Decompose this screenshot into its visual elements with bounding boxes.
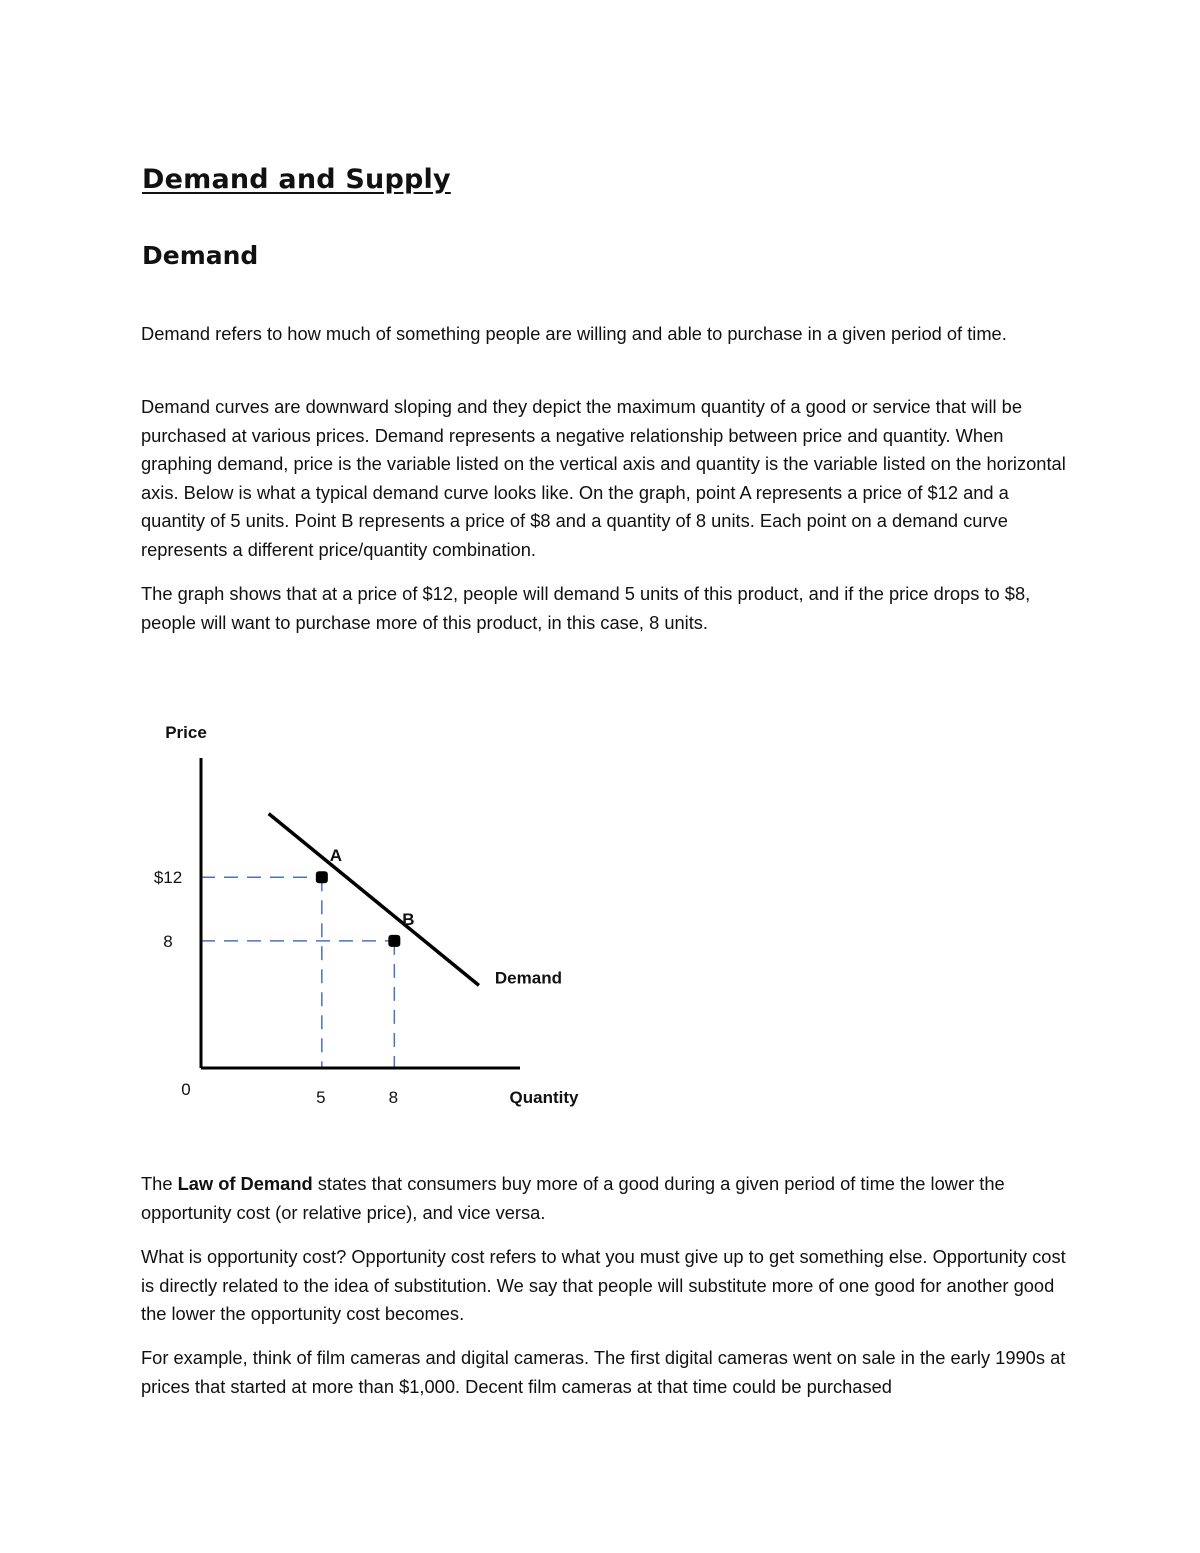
law-of-demand-suffix: states that consumers buy more of a good during a given period of time the lower the opportunity cost (or relative price), and vice versa. (141, 1173, 1005, 1223)
law-of-demand-term: Law of Demand (177, 1173, 313, 1194)
paragraph-opportunity-cost: What is opportunity cost? Opportunity cost refers to what you must give up to get something else. Opportunity cost is directly related to the idea of substitution. We say that people will substitute more of one good for another good the lower the opportunity cost becomes. (141, 1246, 1066, 1324)
paragraph-demand-curves: Demand curves are downward sloping and they depict the maximum quantity of a good or service that will be purchased at various prices. Demand represents a negative relationship between price and quantity. When graphing demand, price is the variable listed on the vertical axis and quantity is the variable listed on the horizontal axis. Below is what a typical demand curve looks like. On the graph, point A represents a price of $12 and a quantity of 5 units. Point B represents a price of $8 and a quantity of 8 units. Each point on a demand curve represents a different price/quantity combination. (141, 396, 1066, 560)
series-label-demand: Demand (494, 968, 562, 988)
x-tick-label-1: 5 (316, 1088, 326, 1107)
point-marker-a (316, 871, 328, 883)
demand-curve-line (269, 814, 479, 986)
demand-curve-chart (140, 710, 600, 1120)
origin-label: 0 (181, 1080, 191, 1099)
document-title: Demand and Supply (142, 164, 451, 195)
y-tick-label-2: 8 (163, 931, 173, 951)
y-tick-label-1: $12 (153, 868, 183, 888)
point-marker-b (388, 935, 400, 947)
paragraph-graph-explanation: The graph shows that at a price of $12, people will demand 5 units of this product, and if the price drops to $8, people will want to purchase more of this product, in this case, 8 units. (141, 583, 1031, 633)
section-heading-demand: Demand (142, 241, 259, 270)
x-tick-label-2: 8 (388, 1088, 399, 1107)
y-axis-label: Price (165, 723, 207, 742)
paragraph-demand-definition: Demand refers to how much of something people are willing and able to purchase in a given period of time. (141, 323, 1007, 344)
x-axis-label: Quantity (509, 1088, 579, 1107)
point-label-a: A (329, 846, 342, 866)
law-of-demand-prefix: The (141, 1173, 178, 1194)
paragraph-law-of-demand (141, 1170, 1066, 1227)
point-label-b: B (402, 909, 415, 929)
paragraph-camera-example: For example, think of film cameras and digital cameras. The first digital cameras went on sale in the early 1990s at prices that started at more than $1,000. Decent film cameras at that time could be purchased (141, 1347, 1066, 1397)
